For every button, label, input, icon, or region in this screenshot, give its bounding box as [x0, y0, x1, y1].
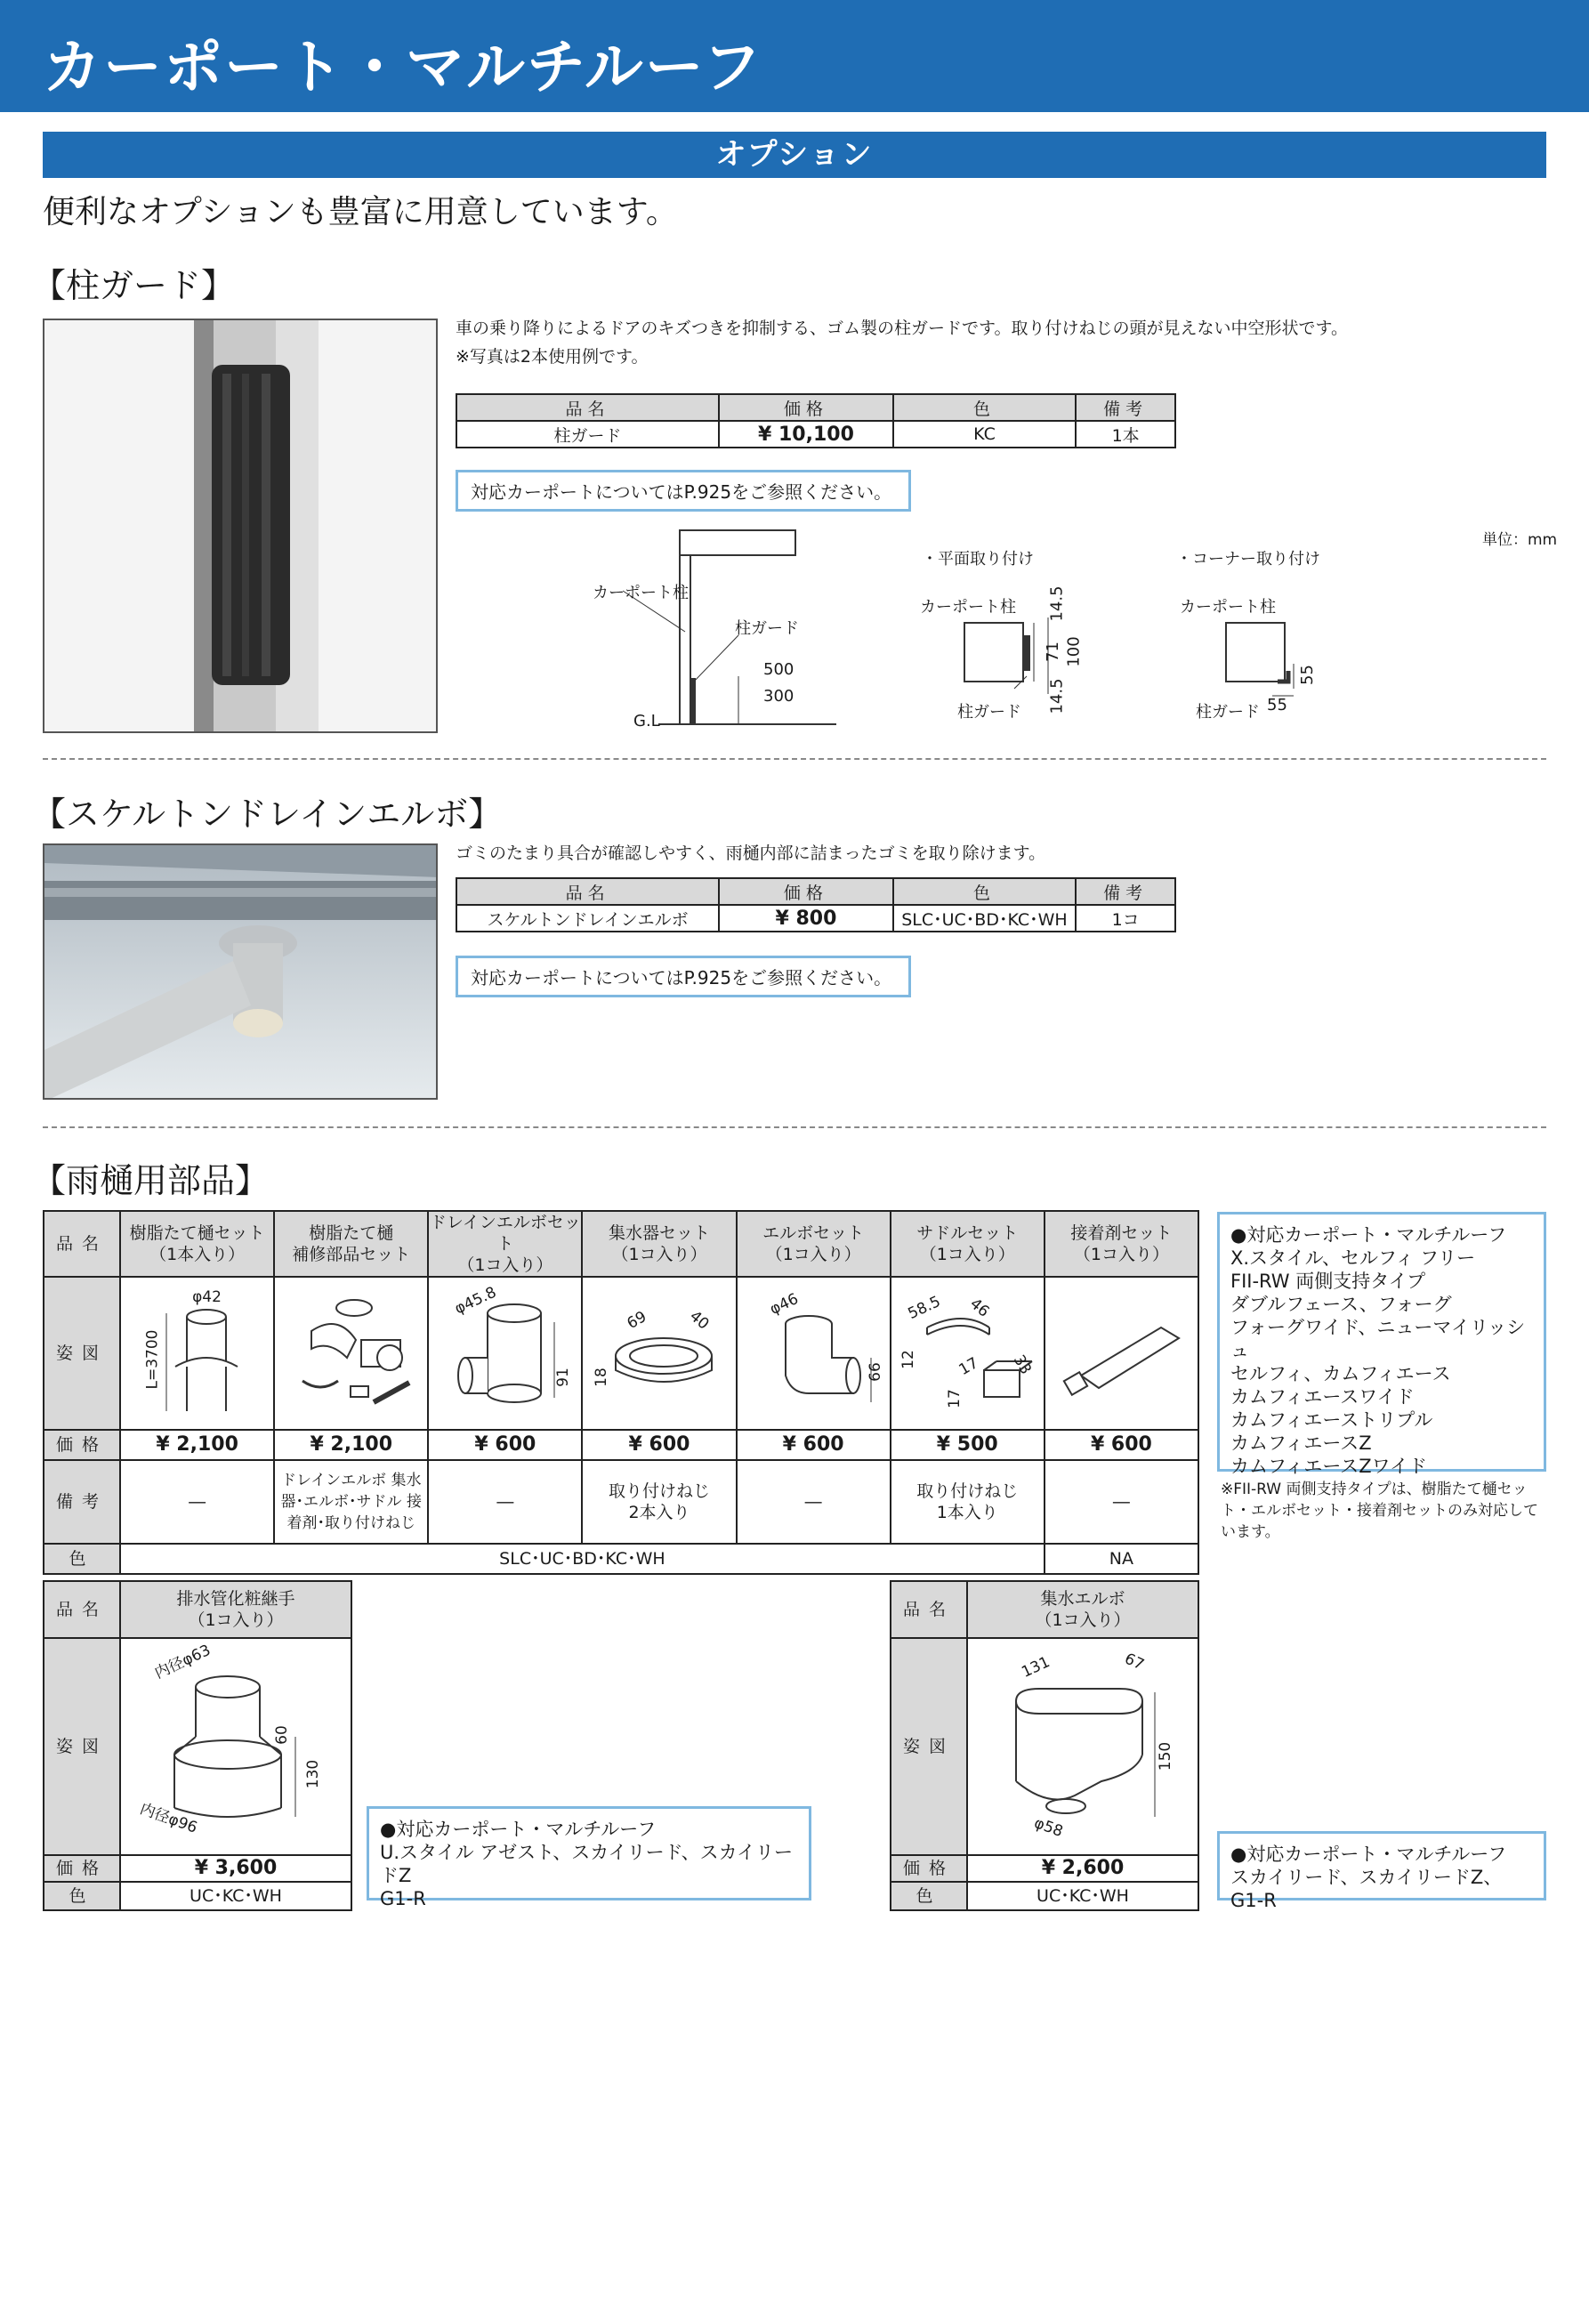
row-price: ¥ 800 — [719, 905, 893, 932]
joint-name — [120, 1581, 351, 1638]
fig-dim-500: 500 — [763, 660, 794, 679]
product-3-note: 取り付けねじ 2本入り — [582, 1460, 736, 1544]
gutter-compat-line-4: セルフィ、カムフィエース — [1230, 1363, 1451, 1384]
joint-dim-0: 内径φ63 — [151, 1641, 214, 1683]
product-0-figure — [120, 1277, 274, 1430]
gutter-parts-table — [43, 1210, 1199, 1575]
joint-label-fig: 姿図 — [44, 1638, 120, 1855]
pillar-guard-table — [456, 393, 1176, 448]
label-note: 備考 — [44, 1460, 120, 1544]
product-5-name — [891, 1211, 1045, 1277]
fig-carport-pillar-label: カーポート柱 — [593, 584, 689, 602]
product-5-dim-2: 12 — [899, 1350, 917, 1369]
product-5-figure — [891, 1277, 1045, 1430]
fig-pillar-guard-label: 柱ガード — [735, 619, 799, 638]
product-0-note: ― — [120, 1460, 274, 1544]
product-2-dim-0: φ45.8 — [452, 1283, 500, 1319]
product-5-price: ¥ 500 — [891, 1430, 1045, 1460]
product-3-name1: 集水器セット — [608, 1223, 710, 1243]
product-2-name1: ドレインエルボセット — [429, 1213, 581, 1254]
joint-compat-line-1: G1-R — [380, 1888, 426, 1909]
product-5-name1: サドルセット — [916, 1223, 1019, 1243]
product-0-dim-1: L=3700 — [143, 1329, 162, 1390]
col-color: 色 — [893, 878, 1077, 905]
collector-name1: 集水エルボ — [1040, 1589, 1125, 1609]
collector-dim-3: φ58 — [1031, 1813, 1066, 1842]
collector-name2: （1コ入り） — [1035, 1610, 1131, 1630]
product-2-price: ¥ 600 — [428, 1430, 582, 1460]
flat-carport-pillar-label: カーポート柱 — [920, 598, 1016, 617]
product-0-name2: （1本入り） — [149, 1245, 246, 1264]
label-price: 価格 — [44, 1430, 120, 1460]
divider-2 — [43, 1126, 1546, 1128]
joint-name2: （1コ入り） — [188, 1610, 284, 1630]
product-0-dim-0: φ42 — [192, 1288, 222, 1306]
flat-pillar-guard-label: 柱ガード — [957, 703, 1021, 722]
flat-dim-145b: 14.5 — [1047, 678, 1067, 714]
product-5-dim-5: 17 — [945, 1389, 964, 1408]
gutter-compat-line-8: カムフィエースZワイド — [1230, 1456, 1428, 1477]
label-color: 色 — [44, 1544, 120, 1574]
pillar-guard-desc-1: 車の乗り降りによるドアのキズつきを抑制する、ゴム製の柱ガードです。取り付けねじの頭が見えない中空形状です。 — [456, 319, 1349, 338]
collector-label-fig: 姿図 — [891, 1638, 967, 1855]
gutter-footnote: ※FII-RW 両側支持タイプは、樹脂たて樋セット・エルボセット・接着剤セットのみ対応しています。 — [1221, 1481, 1538, 1541]
row-name: 柱ガード — [456, 421, 719, 448]
product-3-figure — [582, 1277, 736, 1430]
pillar-guard-ref: 対応カーポートについてはP.925をご参照ください。 — [456, 470, 911, 512]
col-price: 価格 — [719, 878, 893, 905]
flat-mount-title: ・平面取り付け — [922, 550, 1034, 569]
product-0-name — [120, 1211, 274, 1277]
product-6-figure — [1045, 1277, 1198, 1430]
gutter-compat-box — [1217, 1212, 1546, 1477]
product-2-name — [428, 1211, 582, 1277]
elbow-table — [456, 877, 1176, 932]
flat-dim-145a: 14.5 — [1047, 585, 1067, 622]
col-name: 品名 — [456, 394, 719, 421]
product-2-figure — [428, 1277, 582, 1430]
flat-dim-71: 71 — [1043, 642, 1062, 662]
product-6-price: ¥ 600 — [1045, 1430, 1198, 1460]
gutter-compat-line-5: カムフィエースワイド — [1230, 1386, 1415, 1408]
section-title: オプション — [43, 132, 1546, 178]
product-6-name2: （1コ入り） — [1073, 1245, 1169, 1264]
collector-color: UC･KC･WH — [967, 1882, 1198, 1910]
product-4-figure — [737, 1277, 891, 1430]
corner-dim-55a: 55 — [1297, 665, 1317, 685]
joint-dim-2: 130 — [304, 1759, 323, 1789]
product-6-name1: 接着剤セット — [1070, 1223, 1173, 1243]
row-note: 1本 — [1076, 421, 1175, 448]
product-1-name2: 補修部品セット — [292, 1245, 411, 1264]
joint-dim-1: 60 — [272, 1725, 291, 1745]
col-color: 色 — [893, 394, 1076, 421]
product-2-name2: （1コ入り） — [457, 1255, 553, 1275]
joint-figure — [120, 1638, 351, 1855]
product-3-dim-1: 40 — [686, 1307, 713, 1334]
product-5-dim-4: 33 — [1009, 1352, 1035, 1378]
product-0-name1: 樹脂たて樋セット — [129, 1223, 265, 1243]
joint-label-price: 価格 — [44, 1855, 120, 1882]
product-4-price: ¥ 600 — [737, 1430, 891, 1460]
lead-text: 便利なオプションも豊富に用意しています。 — [43, 194, 678, 230]
col-name: 品名 — [456, 878, 719, 905]
collector-dim-0: 131 — [1019, 1653, 1053, 1682]
joint-color: UC･KC･WH — [120, 1882, 351, 1910]
page-title: カーポート・マルチルーフ — [43, 33, 763, 101]
collector-name — [967, 1581, 1198, 1638]
product-4-name — [737, 1211, 891, 1277]
product-5-dim-0: 58.5 — [905, 1292, 943, 1324]
row-note: 1コ — [1076, 905, 1175, 932]
collector-compat-head: ●対応カーポート・マルチルーフ — [1230, 1844, 1507, 1865]
product-6-name — [1045, 1211, 1198, 1277]
gutter-compat-line-6: カムフィエーストリプル — [1230, 1409, 1433, 1431]
product-4-note: ― — [737, 1460, 891, 1544]
joint-name1: 排水管化粧継手 — [176, 1589, 295, 1609]
gutter-compat-head: ●対応カーポート・マルチルーフ — [1230, 1224, 1507, 1246]
pillar-guard-title: 【柱ガード】 — [32, 266, 236, 305]
row-color: KC — [893, 421, 1076, 448]
product-1-name — [274, 1211, 428, 1277]
joint-dim-3: 内径φ96 — [137, 1800, 200, 1837]
gutter-color-main: SLC･UC･BD･KC･WH — [120, 1544, 1045, 1574]
collector-table — [890, 1580, 1199, 1911]
joint-compat-line-0: U.スタイル アゼスト、スカイリード、スカイリードZ — [380, 1842, 794, 1886]
corner-dim-55b: 55 — [1267, 696, 1287, 714]
row-color: SLC･UC･BD･KC･WH — [893, 905, 1077, 932]
joint-label-color: 色 — [44, 1882, 120, 1910]
product-4-name1: エルボセット — [762, 1223, 865, 1243]
col-note: 備考 — [1076, 394, 1175, 421]
unit-label: 単位：mm — [1482, 531, 1558, 549]
joint-price: ¥ 3,600 — [120, 1855, 351, 1882]
product-3-name — [582, 1211, 736, 1277]
collector-price: ¥ 2,600 — [967, 1855, 1198, 1882]
product-1-note: ドレインエルボ 集水器･エルボ･サドル 接着剤･取り付けねじ — [274, 1460, 428, 1544]
gutter-compat-line-1: FII-RW 両側支持タイプ — [1230, 1271, 1426, 1292]
col-price: 価格 — [719, 394, 893, 421]
collector-label-color: 色 — [891, 1882, 967, 1910]
joint-table — [43, 1580, 352, 1911]
product-5-name2: （1コ入り） — [919, 1245, 1015, 1264]
joint-compat-box — [367, 1806, 811, 1909]
elbow-ref: 対応カーポートについてはP.925をご参照ください。 — [456, 956, 911, 997]
flat-dim-100: 100 — [1064, 636, 1084, 667]
product-1-price: ¥ 2,100 — [274, 1430, 428, 1460]
gutter-color-na: NA — [1045, 1544, 1198, 1574]
collector-label-name: 品名 — [891, 1581, 967, 1638]
pillar-guard-photo — [43, 319, 438, 733]
corner-carport-pillar-label: カーポート柱 — [1180, 598, 1276, 617]
product-0-price: ¥ 2,100 — [120, 1430, 274, 1460]
row-price: ¥ 10,100 — [719, 421, 893, 448]
product-4-name2: （1コ入り） — [765, 1245, 861, 1264]
gutter-compat-line-2: ダブルフェース、フォーグ — [1230, 1294, 1452, 1315]
collector-figure — [967, 1638, 1198, 1855]
elbow-title: 【スケルトンドレインエルボ】 — [32, 795, 503, 834]
pillar-guard-desc-2: ※写真は2本使用例です。 — [456, 347, 649, 367]
divider-1 — [43, 758, 1546, 760]
product-3-dim-2: 18 — [593, 1368, 611, 1387]
label-fig: 姿図 — [44, 1277, 120, 1430]
product-6-note: ― — [1045, 1460, 1198, 1544]
corner-mount-title: ・コーナー取り付け — [1176, 550, 1320, 569]
product-5-dim-3: 17 — [956, 1353, 981, 1380]
label-name: 品名 — [44, 1211, 120, 1277]
joint-label-name: 品名 — [44, 1581, 120, 1638]
gutter-title: 【雨樋用部品】 — [32, 1161, 270, 1200]
product-3-name2: （1コ入り） — [611, 1245, 707, 1264]
fig-dim-300: 300 — [763, 687, 794, 706]
product-3-price: ¥ 600 — [582, 1430, 736, 1460]
elbow-photo — [43, 843, 438, 1100]
product-1-figure — [274, 1277, 428, 1430]
product-5-dim-1: 46 — [965, 1295, 993, 1321]
product-3-dim-0: 69 — [624, 1307, 650, 1334]
joint-compat-head: ●対応カーポート・マルチルーフ — [380, 1819, 657, 1840]
row-name: スケルトンドレインエルボ — [456, 905, 719, 932]
gutter-compat-line-0: X.スタイル、セルフィ フリー — [1230, 1247, 1476, 1269]
elbow-desc: ゴミのたまり具合が確認しやすく、雨樋内部に詰まったゴミを取り除けます。 — [456, 843, 1046, 863]
product-1-name1: 樹脂たて樋 — [309, 1223, 394, 1243]
product-4-dim-1: 66 — [866, 1362, 884, 1382]
collector-compat-box — [1217, 1831, 1546, 1911]
gutter-compat-line-3: フォーグワイド、ニューマイリッシュ — [1230, 1317, 1526, 1361]
collector-label-price: 価格 — [891, 1855, 967, 1882]
product-2-dim-1: 91 — [554, 1368, 573, 1387]
collector-dim-2: 150 — [1157, 1741, 1175, 1771]
col-note: 備考 — [1076, 878, 1175, 905]
fig-gl-label: G.L — [633, 712, 660, 730]
product-5-note: 取り付けねじ 1本入り — [891, 1460, 1045, 1544]
gutter-compat-line-7: カムフィエースZ — [1230, 1432, 1372, 1454]
corner-pillar-guard-label: 柱ガード — [1196, 703, 1260, 722]
product-4-dim-0: φ46 — [766, 1289, 802, 1319]
collector-compat-line-0: スカイリード、スカイリードZ、G1-R — [1230, 1867, 1503, 1911]
product-2-note: ― — [428, 1460, 582, 1544]
collector-dim-1: 67 — [1121, 1650, 1147, 1674]
